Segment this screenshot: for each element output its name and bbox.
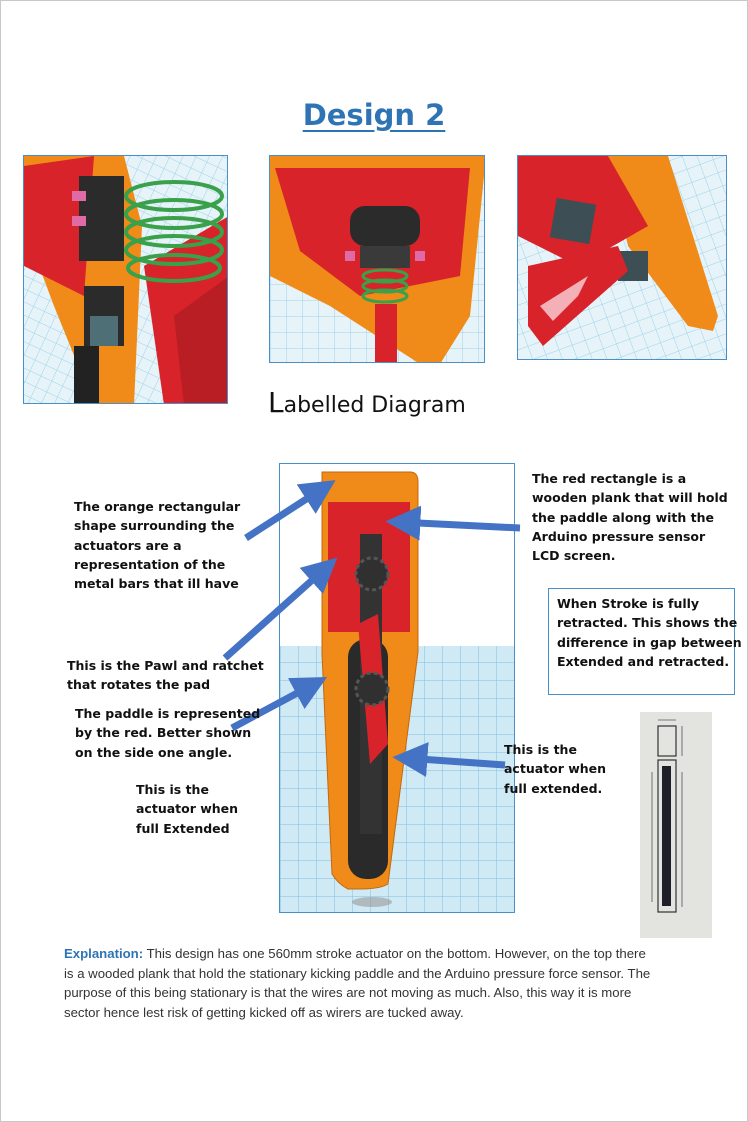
label-actuator-left: This is the actuator when full Extended bbox=[136, 782, 239, 836]
render-image-2 bbox=[269, 155, 485, 363]
render-image-3 bbox=[517, 155, 727, 360]
label-pawl-ratchet: This is the Pawl and ratchet that rotates the pad bbox=[67, 658, 264, 693]
label-stroke-retracted: When Stroke is fully retracted. This shows the difference in gap between Extended and retracted. bbox=[557, 596, 742, 669]
label-paddle: The paddle is represented by the red. Better shown on the side one angle. bbox=[75, 706, 261, 760]
label-orange-shape: The orange rectangular shape surrounding the actuators are a representation of the metal bars that ill have bbox=[74, 499, 241, 592]
page-title: Design 2 bbox=[302, 98, 446, 132]
label-red-rectangle: The red rectangle is a wooden plank that will hold the paddle along with the Arduino pressure sensor LCD screen. bbox=[532, 471, 728, 564]
main-render-image bbox=[279, 463, 515, 913]
sketch-image bbox=[640, 712, 712, 938]
explanation-lead: Explanation: bbox=[64, 946, 144, 961]
labelled-diagram-heading: Labelled Diagram bbox=[268, 386, 466, 419]
explanation-paragraph: Explanation: This design has one 560mm stroke actuator on the bottom. However, on the top there is a wooded plank that hold the stationary kicking paddle and the Arduino pressure force sensor. The purpose of this being stationary is that the wires are not moving as much. Also, this way it is more sector hence lest risk of getting kicked off as wirers are tucked away. bbox=[64, 946, 651, 1020]
render-image-1 bbox=[23, 155, 228, 404]
label-actuator-right: This is the actuator when full extended. bbox=[504, 742, 607, 796]
